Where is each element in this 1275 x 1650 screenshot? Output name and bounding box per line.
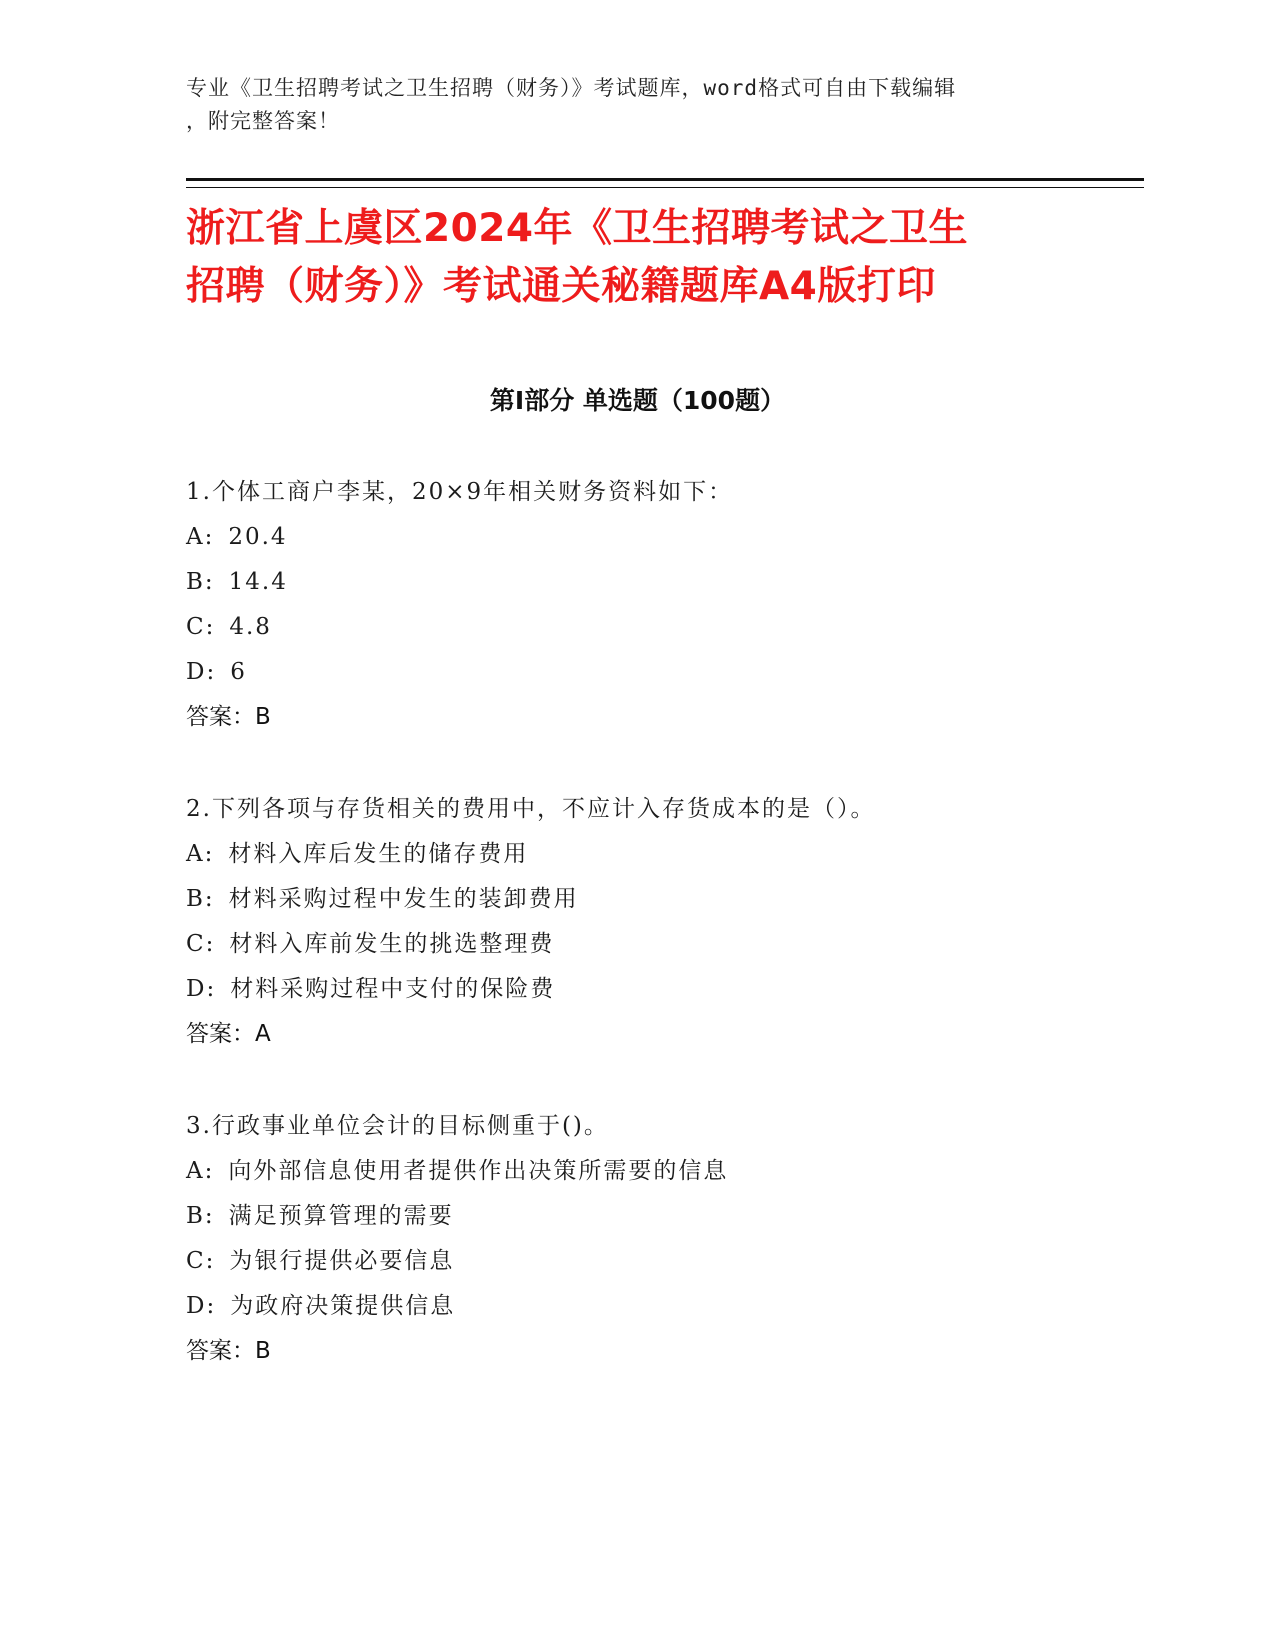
question-stem: 2.下列各项与存货相关的费用中，不应计入存货成本的是（）。 bbox=[186, 796, 876, 822]
option-d bbox=[186, 1284, 1086, 1329]
option-text: 6 bbox=[230, 659, 247, 685]
section-heading: 第Ⅰ部分 单选题（100题） bbox=[489, 386, 786, 415]
option-label: D: bbox=[186, 976, 217, 1002]
option-d bbox=[186, 967, 1086, 1012]
question-2 bbox=[186, 787, 1086, 1057]
answer: 答案：B bbox=[186, 1338, 271, 1364]
option-text: 4.8 bbox=[229, 614, 272, 640]
option-c bbox=[186, 922, 1086, 967]
option-label: A: bbox=[186, 841, 215, 867]
option-label: B: bbox=[186, 1203, 215, 1229]
option-a bbox=[186, 1149, 1086, 1194]
option-label: C: bbox=[186, 931, 216, 957]
question-stem: 1.个体工商户李某，20×9年相关财务资料如下： bbox=[186, 479, 734, 505]
option-c bbox=[186, 1239, 1086, 1284]
option-b bbox=[186, 877, 1086, 922]
header-divider-thin bbox=[186, 187, 1144, 188]
option-text: 为银行提供必要信息 bbox=[229, 1248, 455, 1274]
header-divider-thick bbox=[186, 178, 1144, 181]
answer: 答案：B bbox=[186, 704, 271, 730]
document-title-line-1: 浙江省上虞区2024年《卫生招聘考试之卫生 bbox=[186, 206, 969, 251]
question-stem: 3.行政事业单位会计的目标侧重于()。 bbox=[186, 1113, 609, 1139]
option-label: D: bbox=[186, 1293, 217, 1319]
option-label: C: bbox=[186, 1248, 216, 1274]
question-3 bbox=[186, 1104, 1086, 1374]
option-d bbox=[186, 650, 1086, 695]
option-label: C: bbox=[186, 614, 216, 640]
option-text: 为政府决策提供信息 bbox=[230, 1293, 456, 1319]
option-text: 向外部信息使用者提供作出决策所需要的信息 bbox=[228, 1158, 729, 1184]
document-title bbox=[186, 200, 1086, 316]
option-text: 材料入库后发生的储存费用 bbox=[228, 841, 529, 867]
option-label: D: bbox=[186, 659, 217, 685]
question-1 bbox=[186, 470, 1086, 740]
option-a bbox=[186, 515, 1086, 560]
document-title-line-2: 招聘（财务）》考试通关秘籍题库A4版打印 bbox=[186, 264, 936, 309]
option-text: 材料采购过程中支付的保险费 bbox=[230, 976, 556, 1002]
option-a bbox=[186, 832, 1086, 877]
option-text: 20.4 bbox=[228, 524, 288, 550]
option-label: B: bbox=[186, 569, 215, 595]
option-label: A: bbox=[186, 524, 215, 550]
header-note-line-2: ，附完整答案！ bbox=[186, 109, 340, 133]
option-label: B: bbox=[186, 886, 215, 912]
header-note bbox=[186, 72, 1066, 138]
question-list bbox=[186, 470, 1086, 1421]
option-text: 14.4 bbox=[228, 569, 288, 595]
option-text: 满足预算管理的需要 bbox=[228, 1203, 454, 1229]
option-text: 材料入库前发生的挑选整理费 bbox=[229, 931, 555, 957]
answer: 答案：A bbox=[186, 1021, 271, 1047]
option-b bbox=[186, 1194, 1086, 1239]
option-c bbox=[186, 605, 1086, 650]
option-b bbox=[186, 560, 1086, 605]
option-label: A: bbox=[186, 1158, 215, 1184]
option-text: 材料采购过程中发生的装卸费用 bbox=[228, 886, 579, 912]
header-note-line-1: 专业《卫生招聘考试之卫生招聘（财务）》考试题库，word格式可自由下载编辑 bbox=[186, 76, 957, 100]
